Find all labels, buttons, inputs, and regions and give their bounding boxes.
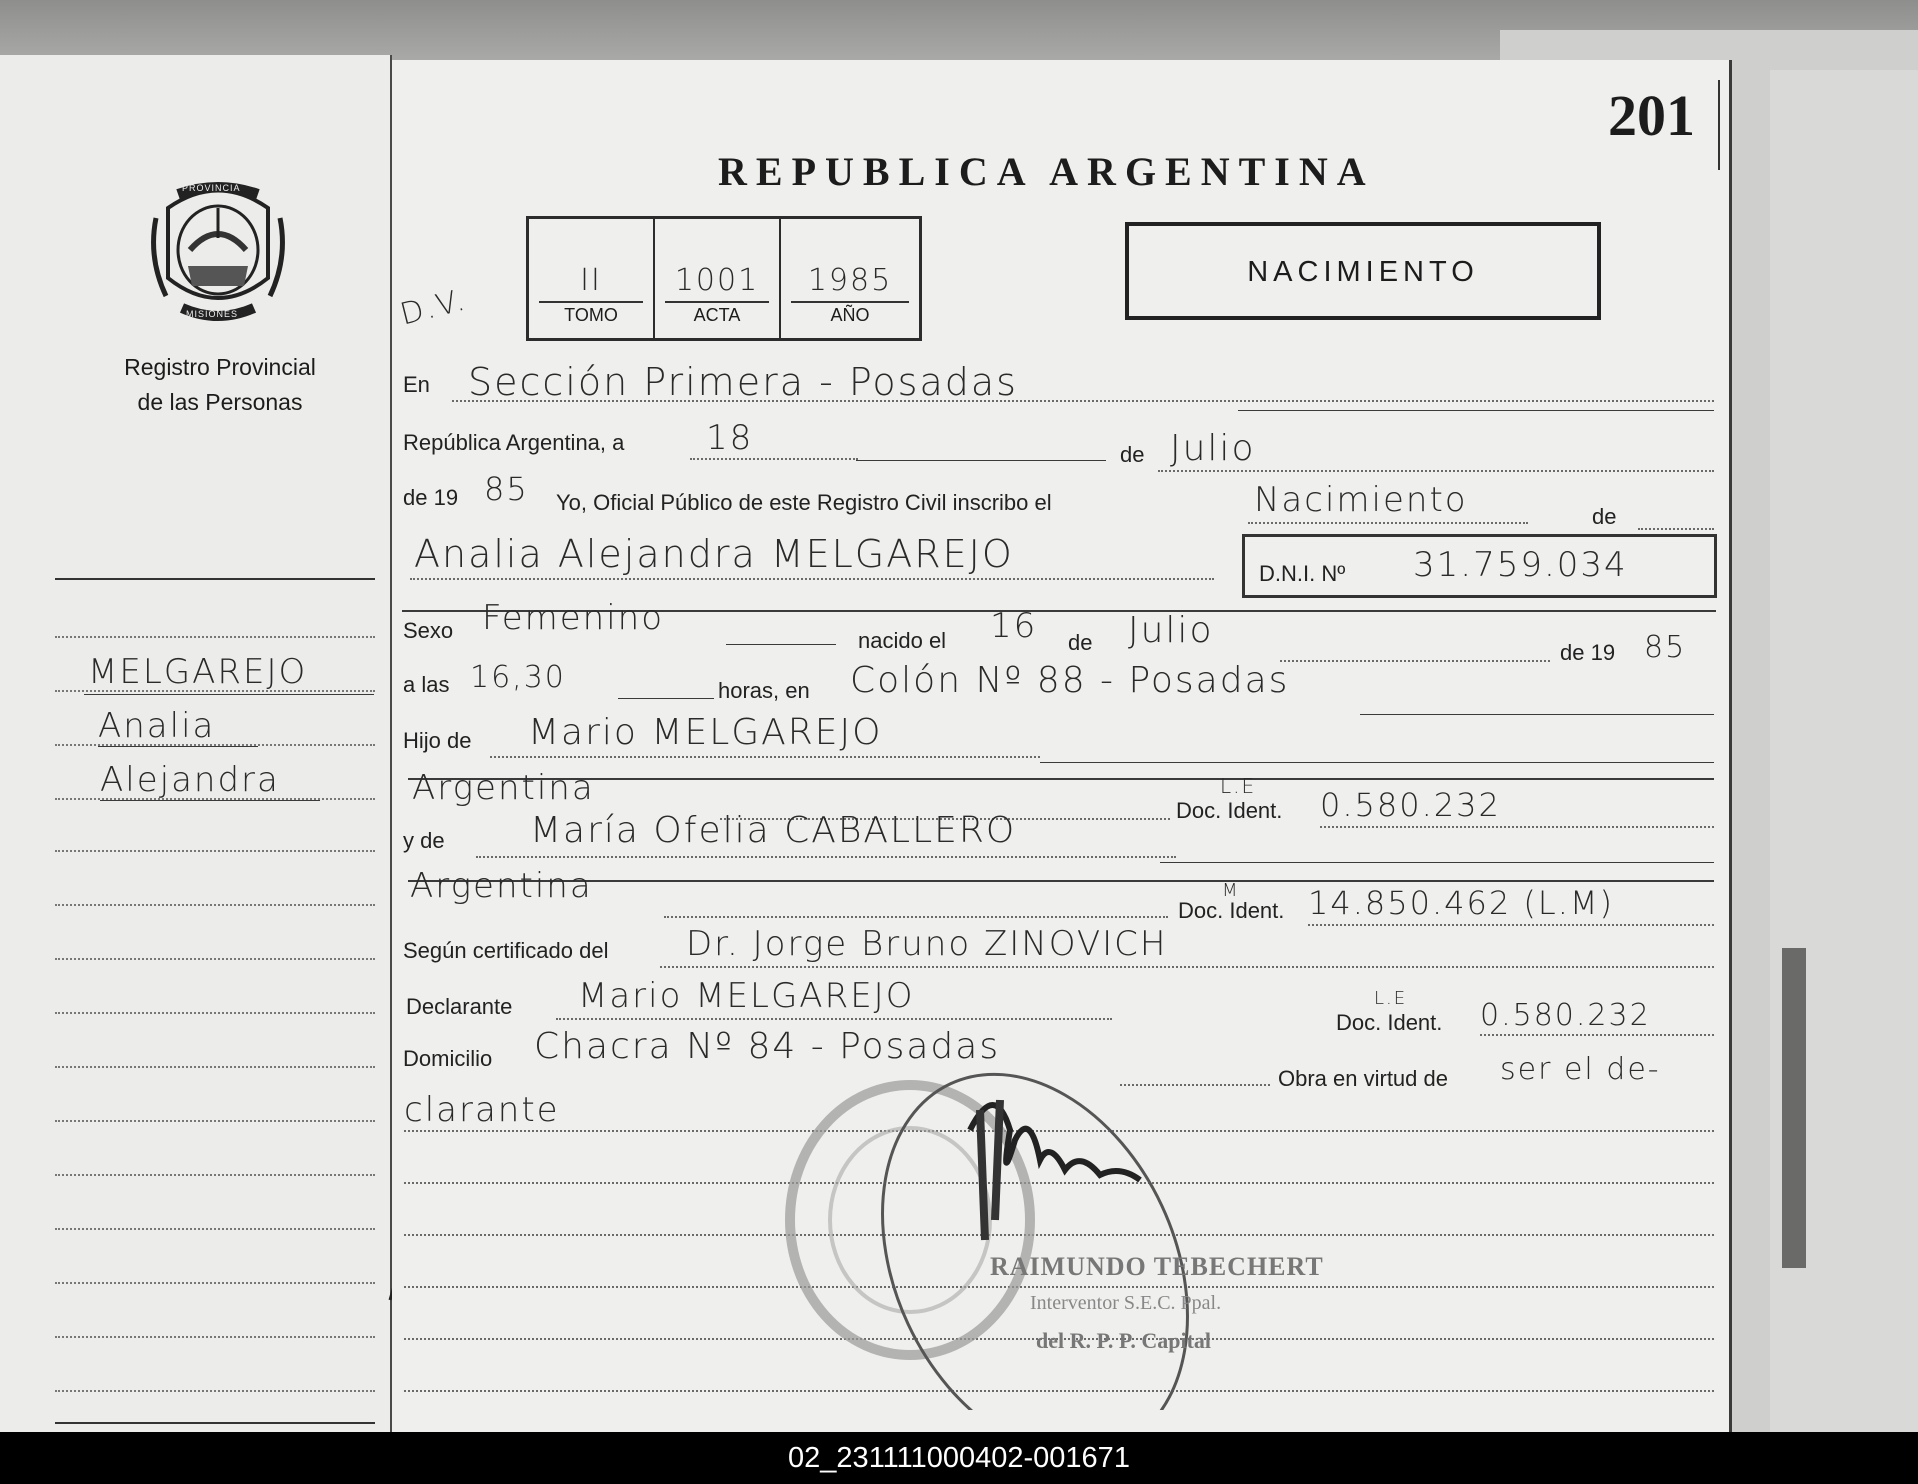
declarante-doc-number: 0.580.232 xyxy=(1480,998,1651,1033)
mother-doc-line xyxy=(1308,924,1714,926)
child-name: Analia Alejandra MELGAREJO xyxy=(414,532,1014,576)
mother-doc-label: Doc. Ident. xyxy=(1178,898,1285,923)
en-value: Sección Primera - Posadas xyxy=(468,360,1018,404)
place-underline xyxy=(1360,714,1714,715)
father-doc-number: 0.580.232 xyxy=(1320,786,1501,824)
domicilio-label: Domicilio xyxy=(403,1046,493,1071)
section-rule xyxy=(408,880,1714,882)
declarante-line xyxy=(556,1018,1112,1020)
page-corner-mark xyxy=(1718,80,1720,170)
declarante-doc-type: L.E xyxy=(1374,988,1408,1009)
mother-name: María Ofelia CABALLERO xyxy=(530,810,1017,851)
ano-label: AÑO xyxy=(830,305,870,325)
domicilio-value: Chacra Nº 84 - Posadas xyxy=(534,1026,1001,1067)
declarante-doc-line xyxy=(1480,1034,1714,1036)
declarante-label: Declarante xyxy=(406,994,513,1019)
left-stub-line xyxy=(55,1012,375,1014)
child-name-line xyxy=(410,578,1214,580)
page-number: 201 xyxy=(1608,83,1695,148)
month-value: Julio xyxy=(1170,428,1256,469)
official-stamp-icon xyxy=(780,1050,1340,1410)
left-stub-line xyxy=(55,1228,375,1230)
left-stub-line xyxy=(55,1174,375,1176)
margin-underline xyxy=(100,800,320,801)
father-name: Mario MELGAREJO xyxy=(528,712,883,753)
de-label-3: de xyxy=(1068,630,1093,655)
mother-line xyxy=(476,856,1176,858)
mother-doc-number: 14.850.462 (L.M) xyxy=(1308,884,1614,922)
obra-label: Obra en virtud de xyxy=(1278,1066,1448,1091)
dni-label: D.N.I. Nº xyxy=(1259,561,1346,586)
registry-title-line2: de las Personas xyxy=(137,389,303,415)
left-stub-line xyxy=(55,958,375,960)
en-label: En xyxy=(403,372,430,397)
de-label: de xyxy=(1120,442,1145,467)
yo-text: Yo, Oficial Público de este Registro Civil inscribo el xyxy=(556,490,1052,515)
time-underline xyxy=(618,698,714,699)
obra-value: ser el de- xyxy=(1500,1052,1661,1087)
left-stub-line xyxy=(55,1282,375,1284)
tomo-cell xyxy=(529,219,655,338)
doctor-value: Dr. Jorge Bruno ZINOVICH xyxy=(686,924,1168,964)
father-line xyxy=(490,756,1040,758)
cell-underline xyxy=(665,301,769,303)
father-doc-label: Doc. Ident. xyxy=(1176,798,1283,823)
day-value: 18 xyxy=(706,418,754,458)
father-doc-line xyxy=(1320,826,1714,828)
acta-value: 1001 xyxy=(674,263,760,298)
doctor-line xyxy=(660,966,1714,968)
marginal-mark: D.V. xyxy=(396,282,471,333)
nacido-label: nacido el xyxy=(858,628,947,653)
left-stub-line xyxy=(55,1066,375,1068)
scan-caption: 02_231111000402-001671 xyxy=(0,1432,1918,1484)
mother-nat-line xyxy=(664,916,1168,918)
inscribo-value: Nacimiento xyxy=(1254,480,1468,520)
left-stub-line xyxy=(55,1390,375,1392)
obra-value-2: clarante xyxy=(404,1090,560,1130)
reference-table xyxy=(526,216,922,341)
cell-underline xyxy=(539,301,643,303)
stamp-line2: Interventor S.E.C. Ppal. xyxy=(1030,1292,1222,1314)
left-stub-line xyxy=(55,1336,375,1338)
acta-label: ACTA xyxy=(693,305,741,325)
dni-box xyxy=(1242,534,1717,598)
de19-label: de 19 xyxy=(403,485,459,510)
year-value: 85 xyxy=(484,470,529,508)
republica-label: República Argentina, a xyxy=(403,430,625,455)
margin-given2: Alejandra xyxy=(100,760,280,800)
ano-cell xyxy=(781,219,919,338)
yde-label: y de xyxy=(403,828,445,853)
declarante-doc-label: Doc. Ident. xyxy=(1336,1010,1443,1035)
seal-top-text: PROVINCIA xyxy=(182,183,241,193)
segun-label: Según certificado del xyxy=(403,938,609,963)
de19-label-2: de 19 xyxy=(1560,640,1616,665)
record-type-box xyxy=(1125,222,1601,320)
stamp-line3: del R. P. P. Capital xyxy=(1036,1328,1212,1353)
margin-underline xyxy=(98,746,258,747)
tomo-value: II xyxy=(580,263,602,298)
place-value: Colón Nº 88 - Posadas xyxy=(850,660,1290,701)
registry-title xyxy=(60,350,380,420)
tomo-label: TOMO xyxy=(564,305,618,325)
month-line xyxy=(1158,470,1714,472)
mother-nationality: Argentina xyxy=(410,866,593,906)
section-rule xyxy=(408,778,1714,780)
country-title: REPUBLICA ARGENTINA xyxy=(718,149,1375,194)
left-stub-line xyxy=(55,904,375,906)
birth-month: Julio xyxy=(1128,610,1214,651)
mother-doc-type: M xyxy=(1222,880,1240,901)
seal-bottom-text: MISIONES xyxy=(186,309,239,319)
province-seal-icon xyxy=(148,178,288,328)
birth-month-line xyxy=(1280,660,1550,662)
ano-value: 1985 xyxy=(807,263,893,298)
dni-value: 31.759.034 xyxy=(1413,545,1628,585)
alas-label: a las xyxy=(403,672,450,697)
left-stub-line xyxy=(55,636,375,638)
birth-year: 85 xyxy=(1644,630,1687,665)
left-stub-line xyxy=(55,850,375,852)
left-stub-line xyxy=(55,1120,375,1122)
cell-underline xyxy=(791,301,909,303)
time-value: 16,30 xyxy=(470,660,566,695)
margin-surname: MELGAREJO xyxy=(88,652,308,692)
hijo-label: Hijo de xyxy=(403,728,472,753)
left-stub-rule xyxy=(55,1422,375,1424)
stamp-name: RAIMUNDO TEBECHERT xyxy=(990,1252,1324,1281)
acta-cell xyxy=(655,219,781,338)
sexo-underline xyxy=(726,644,836,645)
margin-underline xyxy=(84,694,374,695)
father-doc-type: L.E xyxy=(1220,774,1257,798)
father-nationality: Argentina xyxy=(412,768,595,808)
de-line xyxy=(1638,528,1714,530)
registry-title-line1: Registro Provincial xyxy=(124,354,316,380)
mother-underline xyxy=(1160,862,1714,863)
de-label-2: de xyxy=(1592,504,1617,529)
father-underline xyxy=(1040,762,1714,763)
horas-label: horas, en xyxy=(718,678,810,703)
day-line xyxy=(690,458,858,460)
record-type-label: NACIMIENTO xyxy=(1247,256,1479,288)
background-dark-strip xyxy=(1782,948,1806,1268)
margin-given1: Analia xyxy=(98,706,216,746)
inscribo-line xyxy=(1248,522,1528,524)
sexo-value: Femenino xyxy=(482,598,664,638)
day-underline xyxy=(856,460,1106,461)
left-stub-rule xyxy=(55,578,375,580)
en-underline xyxy=(1238,410,1714,411)
declarante-value: Mario MELGAREJO xyxy=(578,976,915,1016)
sexo-label: Sexo xyxy=(403,618,454,643)
birth-day: 16 xyxy=(990,606,1038,646)
